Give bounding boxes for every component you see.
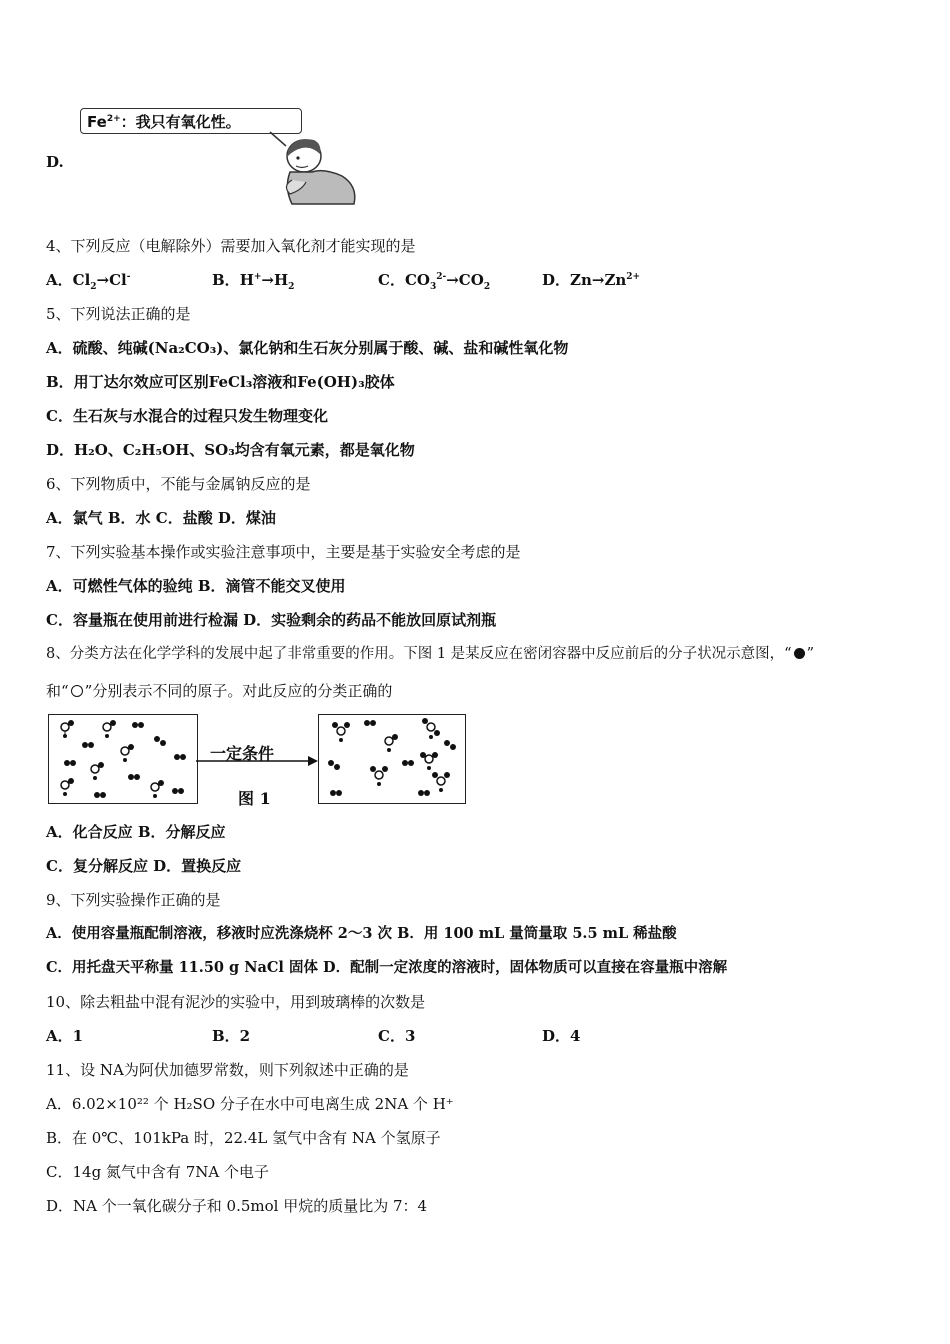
figure-label: 图 1 — [238, 789, 271, 808]
q9-options-ab: A．使用容量瓶配制溶液，移液时应洗涤烧杯 2～3 次 B．用 100 mL 量筒量取 5.5 mL 稀盐酸 — [46, 925, 677, 942]
q10-option-b: B．2 — [212, 1027, 251, 1045]
q8-stem-line1: 8、分类方法在化学学科的发展中起了非常重要的作用。下图 1 是某反应在密闭容器中反应前后的分子状况示意图，“ ” — [46, 646, 814, 662]
bb-molecule — [444, 740, 456, 750]
q6-options: A．氯气 B．水 C．盐酸 D．煤油 — [46, 509, 276, 527]
q9-options-cd: C．用托盘天平称量 11.50 g NaCl 固体 D．配制一定浓度的溶液时，固体物质可以直接在容量瓶中溶解 — [46, 959, 728, 976]
q9-stem: 9、下列实验操作正确的是 — [46, 891, 221, 909]
ab2-molecule — [420, 752, 438, 770]
q4-option-c: C．$CO_3^{2-}\to CO_2$ — [378, 271, 491, 292]
black-atom-icon — [794, 648, 805, 659]
cartoon-boy-icon — [262, 130, 362, 208]
ab2-molecule — [332, 722, 350, 742]
bb-molecule — [128, 774, 140, 780]
q4-option-a: A．$Cl_2\to Cl^-$ — [46, 271, 131, 292]
bb-molecule — [418, 790, 430, 796]
q10-stem: 10、除去粗盐中混有泥沙的实验中，用到玻璃棒的次数是 — [46, 993, 426, 1011]
q5-stem: 5、下列说法正确的是 — [46, 305, 191, 323]
q4-option-d: D．$Zn\to Zn^{2+}$ — [542, 271, 641, 289]
ab-molecule — [61, 720, 74, 738]
ab2-molecule — [370, 766, 388, 786]
q4-stem: 4、下列反应（电解除外）需要加入氧化剂才能实现的是 — [46, 237, 416, 255]
q11-option-c: C．14g 氮气中含有 7NA 个电子 — [46, 1163, 269, 1181]
q10-option-d: D．4 — [542, 1027, 581, 1045]
white-atom-icon — [71, 685, 83, 697]
ab-molecule — [91, 762, 104, 780]
q5-option-c: C．生石灰与水混合的过程只发生物理变化 — [46, 407, 328, 425]
ab-molecule — [121, 744, 134, 762]
ab2-molecule — [422, 718, 440, 739]
q11-option-b: B．在 0℃、101kPa 时，22.4L 氢气中含有 NA 个氢原子 — [46, 1129, 441, 1147]
bb-molecule — [402, 760, 414, 766]
q8-options-ab: A．化合反应 B．分解反应 — [46, 823, 226, 841]
q7-stem: 7、下列实验基本操作或实验注意事项中，主要是基于实验安全考虑的是 — [46, 543, 521, 561]
q5-option-b: B．用丁达尔效应可区别FeCl₃溶液和Fe(OH)₃胶体 — [46, 373, 395, 391]
bb-molecule — [64, 760, 76, 766]
q6-stem: 6、下列物质中，不能与金属钠反应的是 — [46, 475, 311, 493]
q8-options-cd: C．复分解反应 D．置换反应 — [46, 857, 242, 875]
bb-molecule — [154, 736, 166, 746]
q11-option-a: A．6.02×10²² 个 H₂SO 分子在水中可电离生成 2NA 个 H⁺ — [46, 1095, 454, 1113]
q11-option-d: D．NA 个一氧化碳分子和 0.5mol 甲烷的质量比为 7：4 — [46, 1197, 428, 1215]
ab2-molecule — [432, 772, 450, 792]
q10-option-c: C．3 — [378, 1027, 416, 1045]
ab-molecule — [61, 778, 74, 796]
q8-stem-line2: 和“ ”分别表示不同的原子。对此反应的分类正确的 — [46, 682, 393, 700]
q11-stem: 11、设 NA为阿伏加德罗常数，则下列叙述中正确的是 — [46, 1061, 409, 1079]
q5-option-d: D．H₂O、C₂H₅OH、SO₃均含有氧元素，都是氧化物 — [46, 441, 415, 459]
bb-molecule — [174, 754, 186, 760]
q7-options-cd: C．容量瓶在使用前进行检漏 D．实验剩余的药品不能放回原试剂瓶 — [46, 611, 497, 629]
bb-molecule — [328, 760, 340, 770]
q4-option-b: B．$H^+\to H_2$ — [212, 271, 295, 292]
ab-molecule — [151, 780, 164, 798]
bb-molecule — [132, 722, 144, 728]
q10-option-a: A．1 — [46, 1027, 84, 1045]
bb-molecule — [94, 792, 106, 798]
product-molecules — [319, 715, 465, 803]
speech-bubble-text: $Fe^{2+}$：我只有氧化性。 — [87, 113, 241, 131]
bb-molecule — [330, 790, 342, 796]
arrow-condition-label: 一定条件 — [210, 744, 275, 763]
reactants-box — [48, 714, 198, 804]
bb-molecule — [82, 742, 94, 748]
q3-option-d-label: D. — [46, 153, 64, 171]
q7-options-ab: A．可燃性气体的验纯 B．滴管不能交叉使用 — [46, 577, 346, 595]
reactant-molecules — [49, 715, 197, 803]
products-box — [318, 714, 466, 804]
ab-molecule — [385, 734, 398, 752]
bb-molecule — [172, 788, 184, 794]
bb-molecule — [364, 720, 376, 726]
q5-option-a: A．硫酸、纯碱(Na₂CO₃)、氯化钠和生石灰分别属于酸、碱、盐和碱性氧化物 — [46, 339, 569, 357]
ab-molecule — [103, 720, 116, 738]
